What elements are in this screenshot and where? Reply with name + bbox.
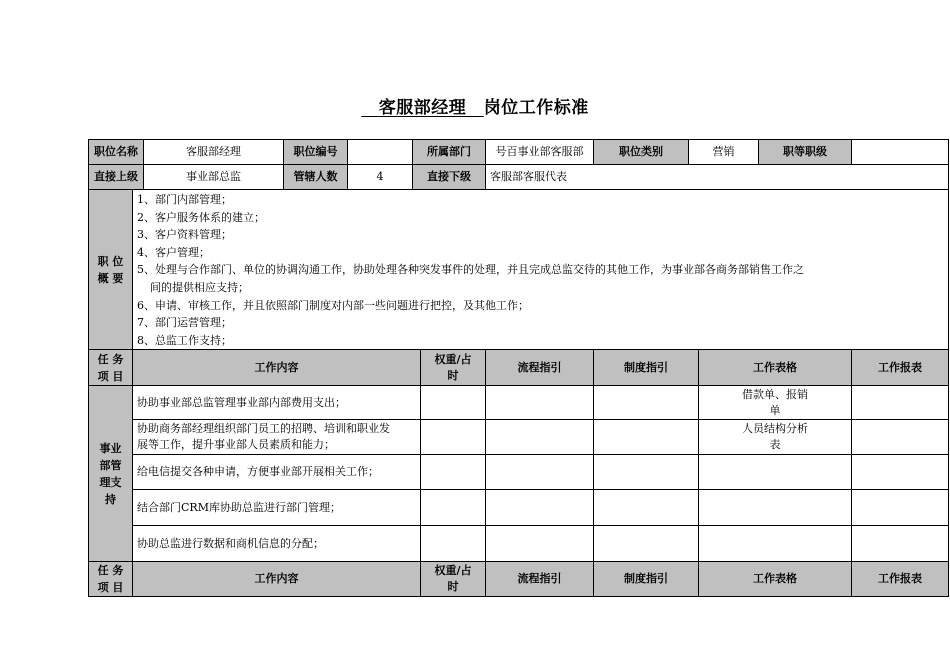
value-department: 号百事业部客服部 bbox=[486, 140, 594, 165]
task-item-label-line-2: 项 目 bbox=[97, 581, 124, 595]
header-work-content: 工作内容 bbox=[133, 562, 421, 597]
task-process bbox=[486, 490, 594, 526]
overview-label-line-2: 概 要 bbox=[97, 271, 124, 285]
value-direct-superior: 事业部总监 bbox=[144, 165, 284, 190]
task-header-row bbox=[89, 350, 949, 386]
task-reports bbox=[852, 490, 949, 526]
page-title bbox=[0, 93, 950, 118]
task-row bbox=[89, 455, 949, 490]
overview-label-line-1: 职 位 bbox=[97, 254, 124, 268]
task-process bbox=[486, 455, 594, 490]
task-forms-line: 借款单、报销 bbox=[742, 387, 808, 401]
label-direct-subordinate: 直接下级 bbox=[413, 165, 486, 190]
task-header-row-repeat bbox=[89, 562, 949, 597]
value-grade bbox=[852, 140, 949, 165]
mgmt-label-line: 理支 bbox=[99, 475, 122, 489]
task-row bbox=[89, 420, 949, 455]
overview-item: 8、总监工作支持； bbox=[137, 333, 232, 347]
task-reports bbox=[852, 386, 949, 420]
task-content-line: 协助总监进行数据和商机信息的分配； bbox=[137, 536, 324, 550]
label-position-code: 职位编号 bbox=[284, 140, 348, 165]
task-content bbox=[133, 420, 421, 455]
value-direct-subordinate: 客服部客服代表 bbox=[486, 165, 949, 190]
task-content bbox=[133, 490, 421, 526]
task-process bbox=[486, 386, 594, 420]
task-reports bbox=[852, 420, 949, 455]
task-forms-line: 单 bbox=[769, 403, 781, 417]
task-forms-line: 人员结构分析 bbox=[742, 422, 808, 436]
task-system bbox=[594, 420, 699, 455]
task-row bbox=[89, 526, 949, 562]
overview-row bbox=[89, 190, 949, 350]
job-standard-table bbox=[88, 139, 949, 597]
header-reports: 工作报表 bbox=[852, 562, 949, 597]
task-item-label-line-2: 项 目 bbox=[97, 369, 124, 383]
task-weight bbox=[421, 455, 486, 490]
task-process bbox=[486, 420, 594, 455]
task-item-label-line-1: 任 务 bbox=[97, 352, 124, 366]
label-grade: 职等职级 bbox=[759, 140, 852, 165]
task-forms bbox=[699, 490, 852, 526]
task-row bbox=[89, 386, 949, 420]
task-forms bbox=[699, 526, 852, 562]
task-weight bbox=[421, 386, 486, 420]
overview-list bbox=[133, 190, 949, 350]
overview-item: 7、部门运营管理； bbox=[137, 316, 232, 330]
value-position-code bbox=[348, 140, 413, 165]
header-weight bbox=[421, 350, 486, 386]
task-weight bbox=[421, 526, 486, 562]
task-content bbox=[133, 386, 421, 420]
task-system bbox=[594, 455, 699, 490]
header-weight-line-2: 时 bbox=[447, 580, 459, 594]
overview-item: 3、客户资料管理； bbox=[137, 228, 232, 242]
label-category: 职位类别 bbox=[594, 140, 689, 165]
header-system: 制度指引 bbox=[594, 350, 699, 386]
task-item-label bbox=[89, 562, 133, 597]
title-position-name: 客服部经理 bbox=[378, 98, 467, 118]
task-forms bbox=[699, 386, 852, 420]
task-row bbox=[89, 490, 949, 526]
header-forms: 工作表格 bbox=[699, 350, 852, 386]
task-forms bbox=[699, 455, 852, 490]
task-content-line: 协助商务部经理组织部门员工的招聘、培训和职业发 bbox=[137, 422, 390, 436]
header-weight bbox=[421, 562, 486, 597]
task-process bbox=[486, 526, 594, 562]
header-forms: 工作表格 bbox=[699, 562, 852, 597]
header-work-content: 工作内容 bbox=[133, 350, 421, 386]
mgmt-label-line: 持 bbox=[105, 492, 116, 506]
mgmt-section-label bbox=[89, 386, 133, 562]
header-weight-line-1: 权重/占 bbox=[434, 352, 472, 366]
task-item-label-line-1: 任 务 bbox=[97, 564, 124, 578]
mgmt-label-line: 事业 bbox=[99, 441, 122, 455]
overview-item: 5、处理与合作部门、单位的协调沟通工作，协助处理各种突发事件的处理，并且完成总监交待的其他工作，为事业部各商务部销售工作之 bbox=[137, 263, 804, 277]
label-department: 所属部门 bbox=[413, 140, 486, 165]
task-content-line: 展等工作，提升事业部人员素质和能力； bbox=[137, 438, 335, 452]
value-headcount: 4 bbox=[348, 165, 413, 190]
header-process: 流程指引 bbox=[486, 350, 594, 386]
header-reports: 工作报表 bbox=[852, 350, 949, 386]
value-category: 营销 bbox=[689, 140, 759, 165]
task-content-line: 给电信提交各种申请，方便事业部开展相关工作； bbox=[137, 465, 379, 479]
label-position-name: 职位名称 bbox=[89, 140, 144, 165]
overview-item: 间的提供相应支持； bbox=[150, 280, 249, 294]
task-content-line: 协助事业部总监管理事业部内部费用支出； bbox=[137, 395, 346, 409]
task-reports bbox=[852, 455, 949, 490]
task-system bbox=[594, 386, 699, 420]
mgmt-label-line: 部管 bbox=[99, 458, 122, 472]
task-weight bbox=[421, 490, 486, 526]
header-system: 制度指引 bbox=[594, 562, 699, 597]
task-content bbox=[133, 455, 421, 490]
task-system bbox=[594, 526, 699, 562]
info-row-2 bbox=[89, 165, 949, 190]
info-row-1 bbox=[89, 140, 949, 165]
task-system bbox=[594, 490, 699, 526]
title-suffix: 岗位工作标准 bbox=[483, 98, 589, 118]
value-position-name: 客服部经理 bbox=[144, 140, 284, 165]
header-weight-line-1: 权重/占 bbox=[434, 564, 472, 578]
task-item-label bbox=[89, 350, 133, 386]
header-process: 流程指引 bbox=[486, 562, 594, 597]
task-content-line: 结合部门CRM库协助总监进行部门管理； bbox=[137, 500, 341, 514]
task-forms bbox=[699, 420, 852, 455]
label-direct-superior: 直接上级 bbox=[89, 165, 144, 190]
header-weight-line-2: 时 bbox=[447, 368, 459, 382]
overview-item: 1、部门内部管理； bbox=[137, 193, 232, 206]
overview-item: 4、客户管理； bbox=[137, 245, 210, 259]
overview-label bbox=[89, 190, 133, 350]
task-reports bbox=[852, 526, 949, 562]
overview-item: 2、客户服务体系的建立； bbox=[137, 210, 265, 224]
label-headcount: 管辖人数 bbox=[284, 165, 348, 190]
overview-item: 6、申请、审核工作，并且依照部门制度对内部一些问题进行把控，及其他工作； bbox=[137, 298, 529, 312]
task-forms-line: 表 bbox=[769, 438, 781, 452]
task-weight bbox=[421, 420, 486, 455]
task-content bbox=[133, 526, 421, 562]
